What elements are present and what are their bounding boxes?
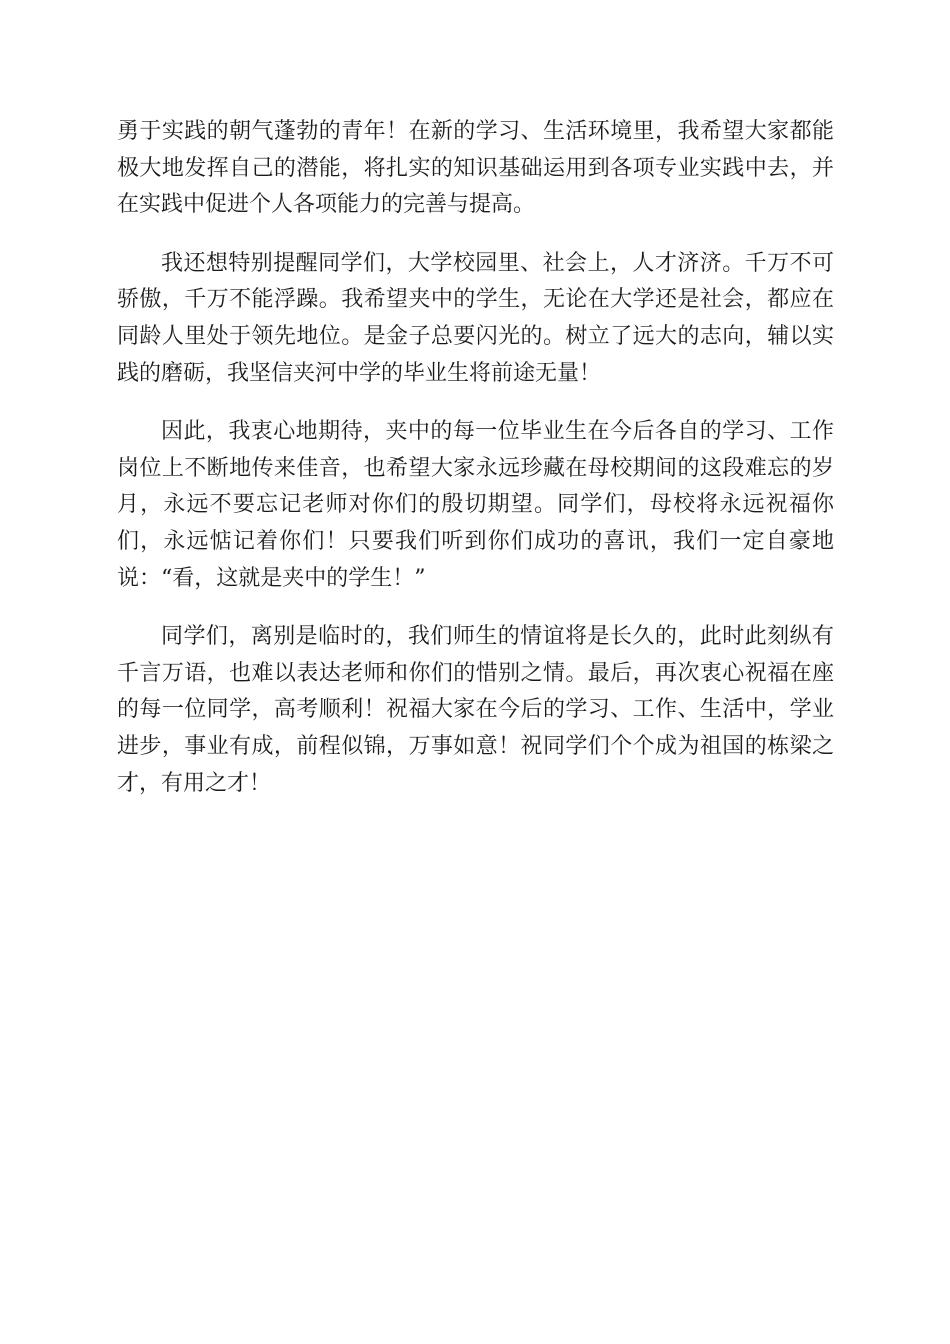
paragraph-3 [117,414,834,597]
paragraph-4 [117,619,834,802]
text-line: 同龄人里处于领先地位。是金子总要闪光的。树立了远大的志向，辅以实 [117,323,834,349]
text-line: 我还想特别提醒同学们，大学校园里、社会上，人才济济。千万不可 [161,250,834,276]
paragraph-1 [117,114,834,224]
text-line: 们，永远惦记着你们！只要我们听到你们成功的喜讯，我们一定自豪地 [117,528,834,554]
text-line: 说：“看，这就是夹中的学生！” [117,565,426,591]
body-text [117,114,834,824]
text-line: 岗位上不断地传来佳音，也希望大家永远珍藏在母校期间的这段难忘的岁 [117,455,834,481]
text-line: 的每一位同学，高考顺利！祝福大家在今后的学习、工作、生活中，学业 [117,697,834,723]
text-line: 勇于实践的朝气蓬勃的青年！在新的学习、生活环境里，我希望大家都能 [117,119,834,144]
paragraph-2 [117,246,834,392]
text-line: 才，有用之才！ [117,770,272,796]
text-line: 月，永远不要忘记老师对你们的殷切期望。同学们，母校将永远祝福你 [117,492,834,518]
text-line: 践的磨砺，我坚信夹河中学的毕业生将前途无量！ [117,360,602,386]
text-line: 进步，事业有成，前程似锦，万事如意！祝同学们个个成为祖国的栋梁之 [117,733,834,759]
text-line: 在实践中促进个人各项能力的完善与提高。 [117,192,536,218]
text-line: 同学们，离别是临时的，我们师生的情谊将是长久的，此时此刻纵有 [161,624,834,650]
text-line: 因此，我衷心地期待，夹中的每一位毕业生在今后各自的学习、工作 [161,419,834,445]
text-line: 极大地发挥自己的潜能，将扎实的知识基础运用到各项专业实践中去，并 [117,155,834,181]
text-line: 千言万语，也难以表达老师和你们的惜别之情。最后，再次衷心祝福在座 [117,660,834,686]
text-line: 骄傲，千万不能浮躁。我希望夹中的学生，无论在大学还是社会，都应在 [117,287,834,313]
